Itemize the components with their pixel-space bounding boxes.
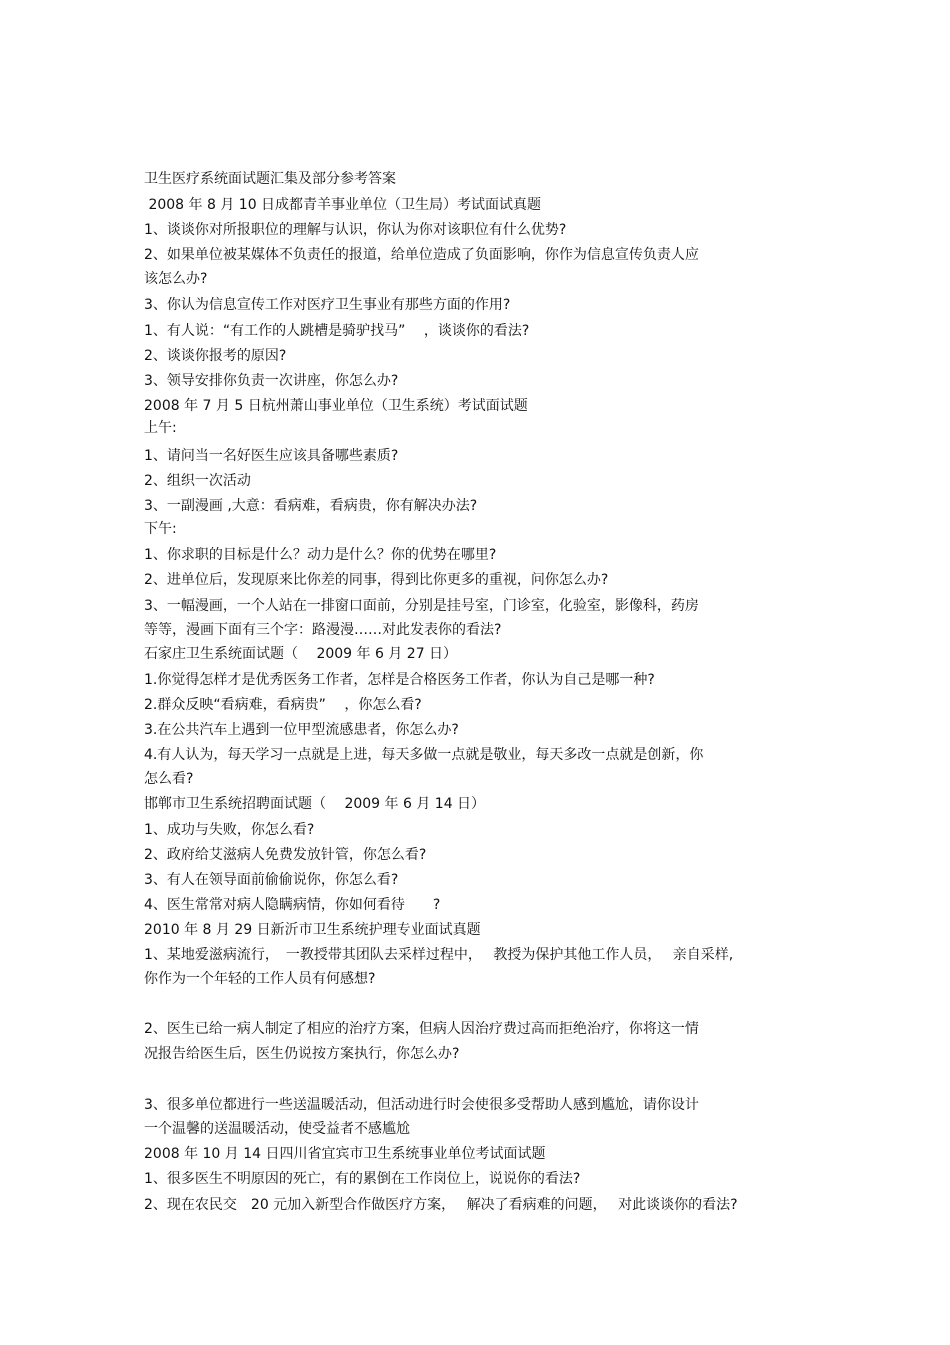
question-line: 2、组织一次活动 — [144, 473, 251, 489]
question-line: 3.在公共汽车上遇到一位甲型流感患者，你怎么办? — [144, 722, 459, 738]
question-line: 3、一副漫画 ,大意：看病难，看病贵，你有解决办法? — [144, 498, 478, 514]
question-line: 2、进单位后，发现原来比你差的同事，得到比你更多的重视，问你怎么办? — [144, 572, 609, 588]
question-line: 况报告给医生后，医生仍说按方案执行，你怎么办? — [144, 1046, 460, 1062]
question-line: 2.群众反映“看病难，看病贵” ，你怎么看? — [144, 697, 422, 713]
section-heading: 石家庄卫生系统面试题（ 2009 年 6 月 27 日） — [144, 646, 458, 662]
section-heading: 2010 年 8 月 29 日新沂市卫生系统护理专业面试真题 — [144, 922, 481, 938]
question-line: 1、某地爱滋病流行， 一教授带其团队去采样过程中， 教授为保护其他工作人员， 亲自采样, — [144, 947, 734, 963]
question-line: 2、现在农民交 20 元加入新型合作做医疗方案， 解决了看病难的问题， 对此谈谈你的看法? — [144, 1197, 738, 1213]
subsection-label: 下午: — [144, 521, 177, 537]
question-line: 怎么看? — [144, 771, 194, 787]
question-line: 4、医生常常对病人隐瞒病情，你如何看待 ? — [144, 897, 441, 913]
question-line: 2、政府给艾滋病人免费发放针管，你怎么看? — [144, 847, 427, 863]
question-line: 2、谈谈你报考的原因? — [144, 348, 287, 364]
section-heading: 邯郸市卫生系统招聘面试题（ 2009 年 6 月 14 日） — [144, 796, 486, 812]
question-line: 4.有人认为，每天学习一点就是上进，每天多做一点就是敬业，每天多改一点就是创新，你 — [144, 747, 704, 763]
question-line: 1、谈谈你对所报职位的理解与认识，你认为你对该职位有什么优势? — [144, 222, 567, 238]
question-line: 该怎么办? — [144, 271, 208, 287]
question-line: 1.你觉得怎样才是优秀医务工作者，怎样是合格医务工作者，你认为自己是哪一种? — [144, 672, 655, 688]
subsection-label: 上午: — [144, 420, 177, 436]
question-line: 3、很多单位都进行一些送温暖活动，但活动进行时会使很多受帮助人感到尴尬，请你设计 — [144, 1097, 699, 1113]
question-line: 你作为一个年轻的工作人员有何感想? — [144, 971, 376, 987]
question-line: 1、成功与失败，你怎么看? — [144, 822, 315, 838]
question-line: 一个温馨的送温暖活动，使受益者不感尴尬 — [144, 1121, 410, 1137]
question-line: 1、你求职的目标是什么？动力是什么？你的优势在哪里? — [144, 547, 497, 563]
question-line: 3、有人在领导面前偷偷说你，你怎么看? — [144, 872, 399, 888]
question-line: 1、有人说：“有工作的人跳槽是骑驴找马” ，谈谈你的看法? — [144, 323, 530, 339]
section-heading: 2008 年 8 月 10 日成都青羊事业单位（卫生局）考试面试真题 — [144, 197, 542, 213]
document-title: 卫生医疗系统面试题汇集及部分参考答案 — [144, 171, 396, 187]
question-line: 1、请问当一名好医生应该具备哪些素质? — [144, 448, 399, 464]
question-line: 3、领导安排你负责一次讲座，你怎么办? — [144, 373, 399, 389]
question-line: 2、医生已给一病人制定了相应的治疗方案，但病人因治疗费过高而拒绝治疗，你将这一情 — [144, 1021, 699, 1037]
question-line: 等等，漫画下面有三个字：路漫漫……对此发表你的看法? — [144, 622, 502, 638]
question-line: 2、如果单位被某媒体不负责任的报道，给单位造成了负面影响，你作为信息宣传负责人应 — [144, 247, 699, 263]
question-line: 3、你认为信息宣传工作对医疗卫生事业有那些方面的作用? — [144, 297, 511, 313]
question-line: 3、一幅漫画，一个人站在一排窗口面前，分别是挂号室，门诊室，化验室，影像科，药房 — [144, 598, 699, 614]
question-line: 1、很多医生不明原因的死亡，有的累倒在工作岗位上，说说你的看法? — [144, 1171, 581, 1187]
section-heading: 2008 年 10 月 14 日四川省宜宾市卫生系统事业单位考试面试题 — [144, 1146, 546, 1162]
section-heading: 2008 年 7 月 5 日杭州萧山事业单位（卫生系统）考试面试题 — [144, 398, 528, 414]
